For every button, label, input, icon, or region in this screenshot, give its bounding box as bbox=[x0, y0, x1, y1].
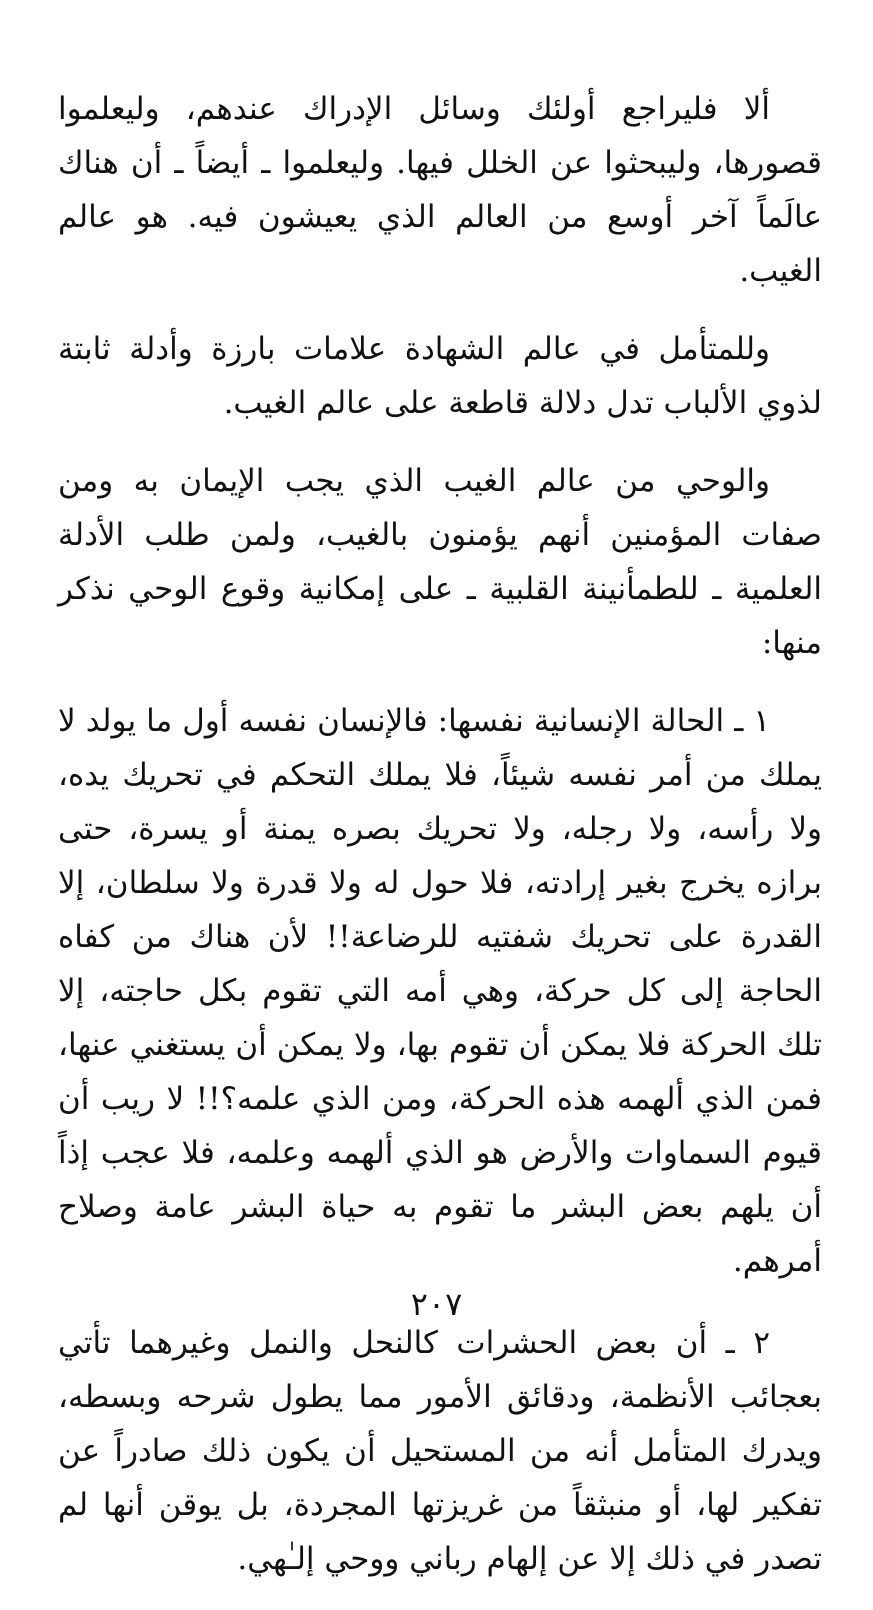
paragraph-signs-of-unseen: وللمتأمل في عالم الشهادة علامات بارزة وأدلة ثابتة لذوي الألباب تدل دلالة قاطعة على عالم الغيب. bbox=[58, 331, 822, 421]
body-text bbox=[58, 82, 822, 1610]
page-number: ٢٠٧ bbox=[410, 1285, 463, 1323]
paragraph-point-two: ٢ ـ أن بعض الحشرات كالنحل والنمل وغيرهما تأتي بعجائب الأنظمة، ودقائق الأمور مما يطول شرحه وبسطه، ويدرك المتأمل أنه من المستحيل أن يكون ذلك صادراً عن تفكير لها، أو منبثقاً من غريزتها المجردة، بل يوقن أنها لم تصدر في ذلك إلا عن إلهام رباني ووحي إلـٰهي. bbox=[58, 1325, 822, 1577]
paragraph-point-one: ١ ـ الحالة الإنسانية نفسها: فالإنسان نفسه أول ما يولد لا يملك من أمر نفسه شيئاً، فلا يملك التحكم في تحريك يده، ولا رأسه، ولا رجله، ولا تحريك بصره يمنة أو يسرة، حتى برازه يخرج بغير إرادته، فلا حول له ولا قدرة ولا سلطان، إلا القدرة على تحريك شفتيه للرضاعة!! لأن هناك من كفاه الحاجة إلى كل حركة، وهي أمه التي تقوم بكل حاجته، إلا تلك الحركة فلا يمكن أن تقوم بها، ولا يمكن أن يستغني عنها، فمن الذي ألهمه هذه الحركة، ومن الذي علمه؟!! لا ريب أن قيوم السماوات والأرض هو الذي ألهمه وعلمه، فلا عجب إذاً أن يلهم بعض البشر ما تقوم به حياة البشر عامة وصلاح أمرهم. bbox=[58, 703, 822, 1279]
paragraph-unseen-world-intro: ألا فليراجع أولئك وسائل الإدراك عندهم، وليعلموا قصورها، وليبحثوا عن الخلل فيها. وليعلموا ـ أيضاً ـ أن هناك عالَماً آخر أوسع من العالم الذي يعيشون فيه. هو عالم الغيب. bbox=[58, 91, 822, 289]
paragraph-revelation-intro: والوحي من عالم الغيب الذي يجب الإيمان به ومن صفات المؤمنين أنهم يؤمنون بالغيب، ولمن طلب الأدلة العلمية ـ للطمأنينة القلبية ـ على إمكانية وقوع الوحي نذكر منها: bbox=[58, 463, 822, 661]
